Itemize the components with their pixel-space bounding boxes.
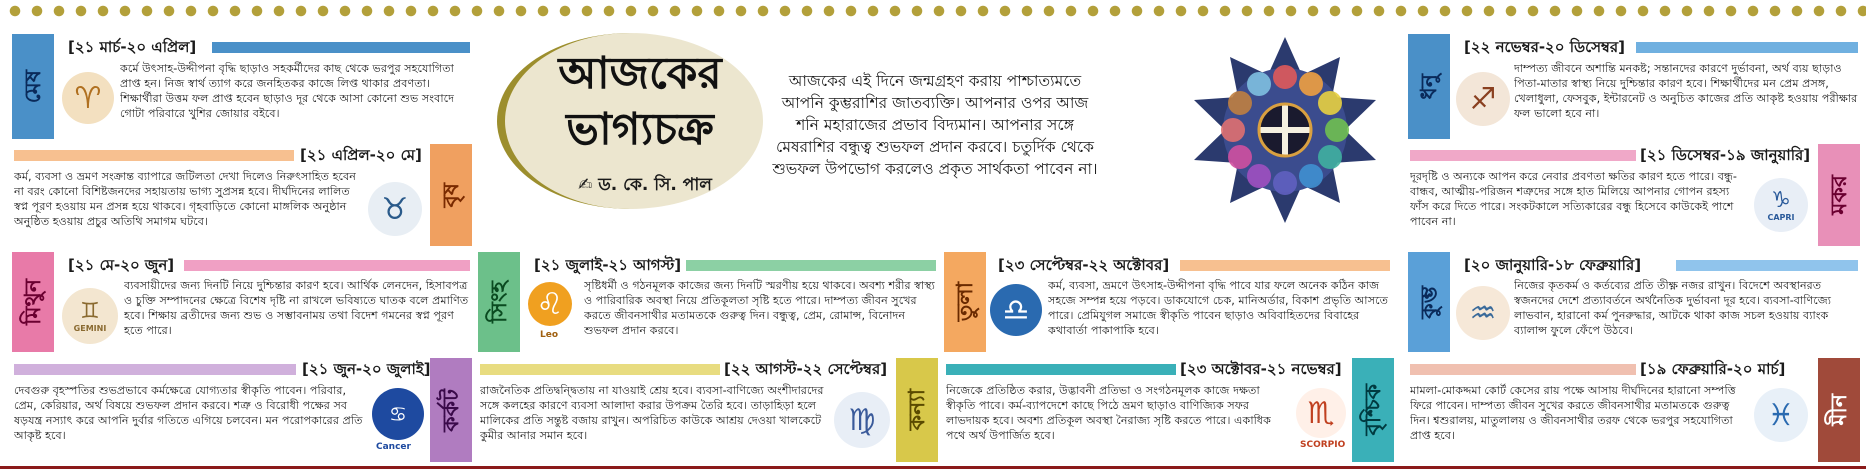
sign-text-tula: কর্ম, ব্যবসা, ভ্রমণে উৎসাহ-উদ্দীপনা বৃদ্ধি পাবে যার ফলে অনেক কঠিন কাজ সহজে সম্পন্ন হয়ে পড়বে। ডাকযোগে চেক, মানিঅর্ডার, বিকাশ প্রভৃতি আসতে পারে। প্রেমিযুগল সমাজে স্বীকৃতি পাবেন ছাড়াও অবিবাহিতদের বিবাহের কথাবার্তা পাকাপাকি হবে।: [1048, 279, 1389, 337]
sign-panel-mesh: [12, 34, 472, 139]
sign-panel-brishchik: [944, 358, 1394, 462]
sign-name-karkat: কর্কট: [438, 388, 464, 432]
sign-date-brishchik: [২৩ অক্টোবর-২১ নভেম্বর]: [1180, 360, 1342, 378]
sign-panel-makar: [1408, 144, 1860, 246]
sign-text-brishchik: নিজেকে প্রতিষ্ঠিত করার, উদ্ভাবনী প্রতিভা ও সংগঠনমূলক কাজে দক্ষতা স্বীকৃতি পাবে। কর্ম-ব্যাপদেশে কাছে পিঠে ভ্রমণ ছাড়াও বাণিজ্যিক সফর লাভদায়ক হবে। অবশ্য প্রতিকূল অবস্থা নৈরাজ্য সৃষ্টি করতে পারে। একাধিক পথে অর্থ উপার্জিত হবে।: [946, 384, 1271, 442]
sign-date-singha: [২১ জুলাই-২১ আগস্ট]: [534, 256, 682, 274]
ram-icon: ♈: [62, 72, 114, 124]
sign-text-meen: মামলা-মোকদ্দমা কোর্ট কেসের রায় পক্ষে আসায় দীর্ঘদিনের হারানো সম্পত্তি ফিরে পাবেন। দাম্পত্য জীবন সুখের করতে জীবনসাথীর মতামতকে গুরুত্ব দিন। শ্বশুরালয়, মাতুলালয় ও জীবনসাথীর তরফ থেকে ভরপুর সহযোগিতা প্রাপ্ত হবে।: [1410, 384, 1736, 442]
water-bearer-icon: ♒: [1456, 286, 1510, 340]
bottom-rule: [0, 466, 1866, 469]
sign-panel-mithun: [12, 252, 472, 352]
accent-bar: [1410, 150, 1636, 161]
pen-icon: ✍: [578, 175, 599, 195]
accent-bar: [212, 42, 470, 53]
sign-date-meen: [১৯ ফেব্রুয়ারি-২০ মার্চ]: [1640, 360, 1786, 378]
sign-date-kumbha: [২০ জানুয়ারি-১৮ ফেব্রুয়ারি]: [1464, 256, 1642, 274]
sign-name-mesh: মেষ: [20, 69, 46, 104]
accent-bar: [14, 364, 296, 375]
dotted-border: [0, 0, 1866, 22]
author-name: ড. কে. সি. পাল: [598, 175, 712, 195]
emblem-label-scorpio: SCORPIO: [1300, 440, 1346, 450]
page-title: আজকের ভাগ্যচক্র: [558, 48, 722, 155]
sign-date-mesh: [২১ মার্চ-২০ এপ্রিল]: [68, 38, 197, 56]
accent-bar: [946, 364, 1176, 375]
intro-text: আজকের এই দিনে জন্মগ্রহণ করায় পাশ্চাত্যমতে আপনি কুম্ভরাশির জাতব্যক্তি। আপনার ওপর আজ শনি মহারাজের প্রভাব বিদ্যমান। আপনার সঙ্গে মেষরাশির বন্ধুত্ব শুভফল প্রদান করবে। চতুর্দিক থেকে শুভফল উপভোগ করলেও প্রকৃত সার্থকতা পাবেন না।: [772, 72, 1098, 178]
sign-name-brishchik: বৃশ্চিক: [1360, 384, 1386, 436]
sign-date-makar: [২১ ডিসেম্বর-১৯ জানুয়ারি]: [1640, 146, 1811, 164]
sign-tab-meen: [1818, 358, 1860, 462]
sign-text-brish: কর্ম, ব্যবসা ও ভ্রমণ সংক্রান্ত ব্যাপারে জটিলতা দেখা দিলেও নিরুৎসাহিত হবেন না বরং কোনো বিশিষ্টজনদের সহায়তায় ভাগ্য সুপ্রসন্ন হবে। দীর্ঘদিনের লালিত স্বপ্ন পূরণ হওয়ায় মন প্রসন্ন হয়ে থাকবে। গৃহবাড়িতে কোনো মাঙ্গলিক অনুষ্ঠান অনুষ্ঠিত হওয়ায় প্রচুর অতিথি সমাগম ঘটবে।: [14, 170, 356, 228]
maiden-icon: ♍: [834, 392, 890, 448]
sign-tab-karkat: [430, 358, 472, 462]
sign-name-meen: মীন: [1826, 394, 1852, 426]
sign-date-mithun: [২১ মে-২০ জুন]: [68, 256, 175, 274]
sign-panel-meen: [1408, 358, 1860, 462]
emblem-label-leo: Leo: [540, 330, 559, 340]
sign-panel-tula: [944, 252, 1394, 352]
sign-name-makar: মকর: [1826, 175, 1852, 215]
accent-bar: [480, 364, 720, 375]
sign-panel-brish: [12, 144, 472, 246]
accent-bar: [1636, 42, 1858, 53]
sign-tab-mesh: [12, 34, 54, 139]
sign-tab-kumbha: [1408, 252, 1450, 352]
sign-text-mithun: ব্যবসায়ীদের জন্য দিনটি নিয়ে দুশ্চিন্তার কারণ হবে। আর্থিক লেনদেন, হিসাবপত্র ও চুক্তি সম্পাদনের ক্ষেত্রে বিশেষ দৃষ্টি না রাখলে ভবিষ্যতে ঘাতক বলে প্রমাণিত হবে। শিক্ষায় ব্রতীদের জন্য শুভ ও সম্ভাবনাময় তথা বিদেশ গমনের স্বপ্ন পূরণ হতে পারে।: [124, 279, 469, 337]
sign-date-karkat: [২১ জুন-২০ জুলাই]: [302, 360, 431, 378]
sign-text-kanya: রাজনৈতিক প্রতিদ্বন্দ্বিতায় না যাওয়াই শ্রেয় হবে। ব্যবসা-বাণিজ্যে অংশীদারদের সঙ্গে কলহের কারণে ব্যবসা আলাদা করার উপক্রম তৈরি হবে। তাড়াহিড়া হলে মালিকের প্রতি সন্তুষ্ট বজায় রাখুন। অপরিচিত কাউকে আশ্রয় দেওয়া খালকেটে কুমীর আনার সমান হবে।: [480, 384, 824, 442]
sign-date-brish: [২১ এপ্রিল-২০ মে]: [300, 146, 422, 164]
sign-tab-brishchik: [1352, 358, 1394, 462]
sign-panel-karkat: [12, 358, 472, 462]
sign-text-makar: দূরদৃষ্টি ও অন্যকে আপন করে নেবার প্রবণতা ক্ষতির কারণ হতে পারে। বন্ধু-বান্ধব, আত্মীয়-পরিজন শত্রুদের সঙ্গে হাত মিলিয়ে আপনার গোপন রহস্য ফাঁস করে দিতে পারে। সংকটকালে সত্যিকারের বন্ধু হিসেবে কাউকেই পাশে পাবেন না।: [1410, 170, 1737, 228]
sign-tab-makar: [1818, 144, 1860, 246]
sign-text-kumbha: নিজের কৃতকর্ম ও কর্তব্যের প্রতি তীক্ষ্ণ নজর রাখুন। বিদেশে অবস্থানরত স্বজনদের দেশে প্রত্যাবর্তনে অর্থনৈতিক দুর্ভাবনা দূর হবে। ব্যবসা-বাণিজ্যে লাভবান, হারানো কর্ম পুনরুদ্ধার, আটকে থাকা কাজ সচল হওয়ায় ব্যাংক ব্যালান্স ফুলে ফেঁপে উঠবে।: [1514, 279, 1831, 337]
sign-panel-kumbha: [1408, 252, 1860, 352]
scales-icon: ♎: [990, 284, 1042, 336]
sign-name-mithun: মিথুন: [20, 279, 46, 325]
crab-icon: ♋: [372, 388, 424, 440]
sign-name-kanya: কন্যা: [904, 389, 930, 431]
emblem-label-cancer: Cancer: [376, 442, 411, 452]
sign-panel-singha: [478, 252, 938, 352]
sign-date-dhanu: [২২ নভেম্বর-২০ ডিসেম্বর]: [1464, 38, 1625, 56]
lion-icon: ♌: [528, 282, 572, 326]
author-byline: [545, 172, 745, 200]
bull-icon: ♉: [368, 182, 422, 236]
sign-tab-mithun: [12, 252, 54, 352]
sign-name-brish: বৃষ: [438, 182, 464, 208]
archer-icon: ♐: [1456, 72, 1510, 126]
sign-panel-dhanu: [1408, 34, 1860, 139]
accent-bar: [1410, 364, 1636, 375]
sign-date-kanya: [২২ আগস্ট-২২ সেপ্টেম্বর]: [724, 360, 888, 378]
accent-bar: [1180, 260, 1390, 271]
sign-text-mesh: কর্মে উৎসাহ-উদ্দীপনা বৃদ্ধি ছাড়াও সহকর্মীদের কাছ থেকে ভরপুর সহযোগিতা প্রাপ্ত হন। নিজ স্বার্থ ত্যাগ করে জনহিতকর কাজে লিপ্ত থাকার প্রবণতা। শিক্ষার্থীরা উত্তম ফল প্রাপ্ত হবেন ছাড়াও দূর থেকে আসা কোনো শুভ সংবাদে গোটা পরিবারে খুশির জোয়ার বইবে।: [120, 62, 454, 120]
goat-icon: ♑ CAPRI: [1754, 178, 1808, 232]
sign-text-singha: সৃষ্টিধর্মী ও গঠনমূলক কাজের জন্য দিনটি স্মরণীয় হয়ে থাকবে। অবশ্য শরীর স্বাস্থ্য ও পারিবারিক অবস্থা নিয়ে প্রতিকূলতা সৃষ্টি হতে পারে। দাম্পত্য জীবন সুখের করতে জীবনসাথীর মতামতকে গুরুত্ব দিন। বন্ধুত্ব, প্রেম, রোমান্স, বিনোদন শুভফল প্রদান করবে।: [584, 279, 935, 337]
sign-text-dhanu: দাম্পত্য জীবনে অশান্তি মনকষ্ট; সন্তানদের কারণে দুর্ভাবনা, অর্থ ব্যয় ছাড়াও পিতা-মাতার স্বাস্থ্য নিয়ে দুশ্চিন্তার কারণ হবে। শিক্ষার্থীদের মন প্রেম প্রসঙ্গ, খেলাধুলা, ফেসবুক, ইন্টারনেট ও অনুচিত কাজের প্রতি আকৃষ্ট হওয়ায় পরীক্ষার ফল ভালো হবে না।: [1514, 62, 1858, 120]
sign-panel-kanya: [478, 358, 938, 462]
fish-icon: ♓: [1754, 388, 1808, 442]
emblem-label-capri: CAPRI: [1767, 213, 1795, 222]
sign-tab-singha: [478, 252, 520, 352]
sign-tab-kanya: [896, 358, 938, 462]
accent-bar: [1676, 260, 1858, 271]
accent-bar: [14, 150, 294, 161]
sign-tab-tula: [944, 252, 986, 352]
sign-tab-brish: [430, 144, 472, 246]
sign-name-kumbha: কুম্ভ: [1416, 285, 1442, 319]
emblem-label-gemini: GEMINI: [73, 324, 107, 333]
sign-date-tula: [২৩ সেপ্টেম্বর-২২ অক্টোবর]: [998, 256, 1170, 274]
zodiac-wheel-icon: [1190, 35, 1380, 225]
sign-name-dhanu: ধনু: [1416, 73, 1442, 100]
sign-name-tula: তুলা: [952, 282, 978, 322]
scorpion-icon: ♏: [1296, 388, 1346, 438]
sign-text-karkat: দেবগুরু বৃহস্পতির শুভপ্রভাবে কর্মক্ষেত্রে যোগ্যতার স্বীকৃতি পাবেন। পরিবার, প্রেম, কেরিয়ার, অর্থ বিষয়ে শুভফল প্রদান করবে। শত্রু ও বিরোধী পক্ষের সব ষড়যন্ত্র নস্যাৎ করে আপনি দুর্বার গতিতে এগিয়ে চলবেন। মন পরোপকারের প্রতি আকৃষ্ট হবে।: [14, 384, 363, 442]
accent-bar: [686, 260, 936, 271]
twins-icon: ♊ GEMINI: [62, 288, 118, 344]
accent-bar: [184, 260, 470, 271]
sign-name-singha: সিংহ: [486, 281, 512, 323]
sign-tab-dhanu: [1408, 34, 1450, 139]
